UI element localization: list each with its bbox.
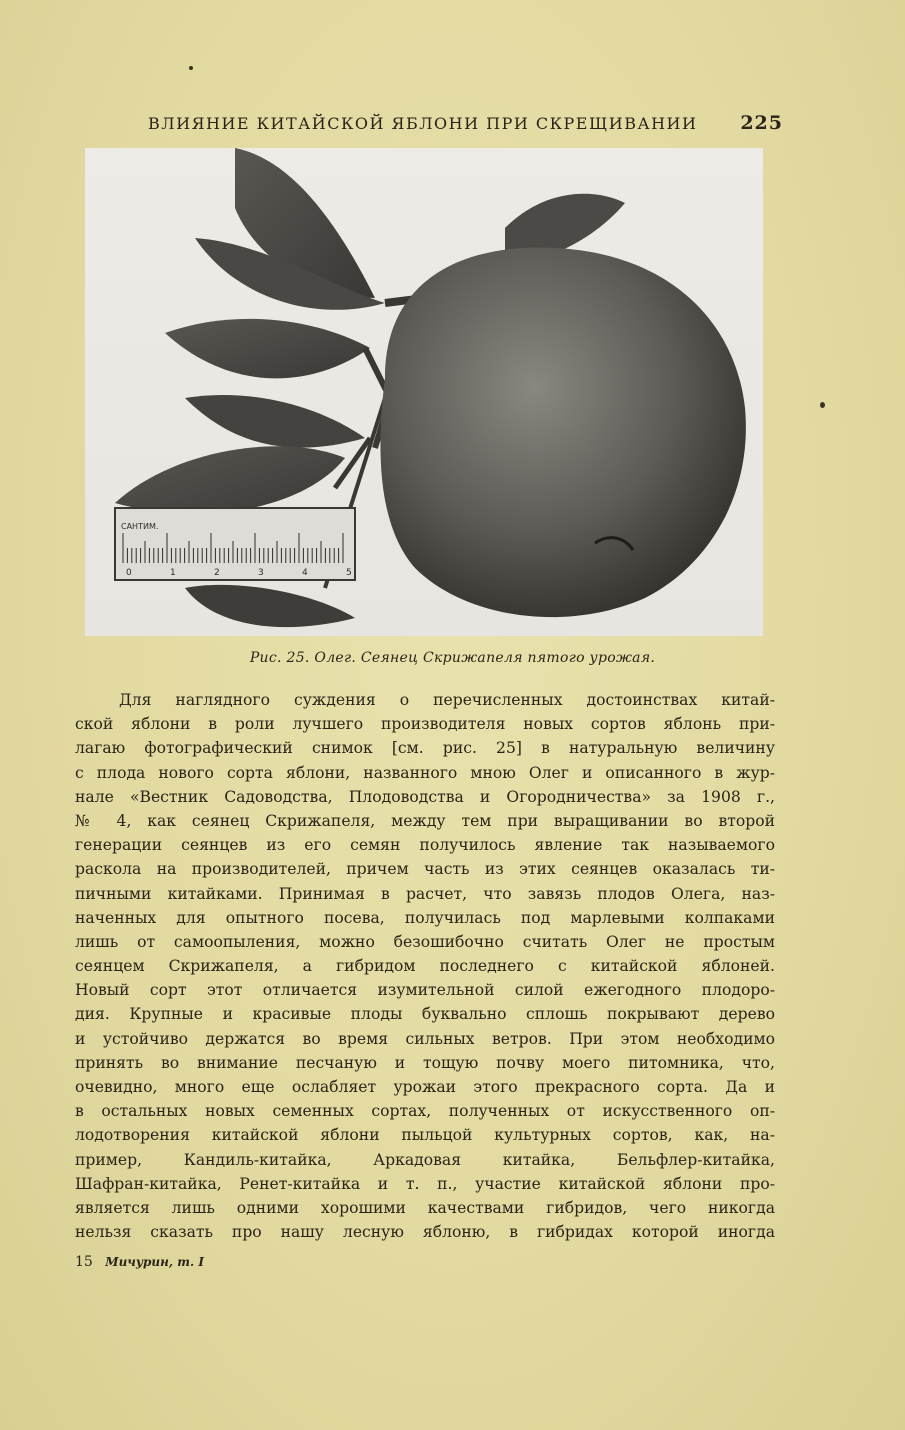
leaf <box>115 446 345 513</box>
ruler-number: 4 <box>302 568 308 578</box>
signature-name: Мичурин, т. I <box>105 1255 204 1269</box>
ink-speck <box>189 66 193 70</box>
signature-number: 15 <box>75 1254 93 1270</box>
ruler-label: САНТИМ. <box>121 522 159 531</box>
text-line: № 4, как сеянец Скрижапеля, между тем при выращивании во второй <box>75 811 775 830</box>
ruler-number: 3 <box>258 568 264 578</box>
body-text <box>75 688 775 1244</box>
text-line: лишь от самоопыления, можно безошибочно считать Олег не простым <box>75 932 775 951</box>
ruler-number: 1 <box>170 568 176 578</box>
ruler-number: 0 <box>126 568 132 578</box>
text-line: сеянцем Скрижапеля, а гибридом последнего с китайской яблоней. <box>75 957 775 976</box>
text-line: дия. Крупные и красивые плоды буквально сплошь покрывают дерево <box>75 1005 775 1024</box>
text-line: раскола на производителей, причем часть из этих сеянцев оказалась ти- <box>75 860 775 879</box>
ink-speck <box>820 402 825 408</box>
text-line: Для наглядного суждения о перечисленных достоинствах китай- <box>119 691 775 709</box>
text-line: нельзя сказать про нашу лесную яблоню, в гибридах которой иногда <box>75 1223 775 1242</box>
text-line: принять во внимание песчаную и тощую почву моего питомника, что, <box>75 1053 775 1072</box>
ruler-number: 2 <box>214 568 220 578</box>
text-line: пичными китайками. Принимая в расчет, что завязь плодов Олега, наз- <box>75 884 775 903</box>
figure-photo <box>85 148 763 636</box>
ruler-number: 5 <box>346 568 352 578</box>
text-line: и устойчиво держатся во время сильных ветров. При этом необходимо <box>75 1029 775 1048</box>
text-line: является лишь одними хорошими качествами гибридов, чего никогда <box>75 1198 775 1217</box>
text-line: Шафран-китайка, Ренет-китайка и т. п., участие китайской яблони про- <box>75 1174 775 1193</box>
text-line: лодотворения китайской яблони пыльцой культурных сортов, как, на- <box>75 1126 775 1145</box>
leaf <box>185 585 355 627</box>
figure-caption: Рис. 25. Олег. Сеянец Скрижапеля пятого урожая. <box>249 650 656 666</box>
text-line: ской яблони в роли лучшего производителя новых сортов яблонь при- <box>75 715 775 734</box>
apple-photo <box>85 148 763 636</box>
running-title: ВЛИЯНИЕ КИТАЙСКОЙ ЯБЛОНИ ПРИ СКРЕЩИВАНИИ <box>148 114 698 133</box>
centimeter-ruler <box>115 508 355 580</box>
text-line: пример, Кандиль-китайка, Аркадовая китайка, Бельфлер-китайка, <box>75 1150 775 1169</box>
text-line: лагаю фотографический снимок [см. рис. 25] в натуральную величину <box>75 739 775 758</box>
text-line: Новый сорт этот отличается изумительной силой ежегодного плодоро- <box>75 981 775 1000</box>
page-number: 225 <box>740 112 783 134</box>
text-line: генерации сеянцев из его семян получилось явление так называемого <box>75 836 775 855</box>
text-line: наченных для опытного посева, получилась под марлевыми колпаками <box>75 908 775 927</box>
running-header <box>148 112 783 134</box>
text-line: нале «Вестник Садоводства, Плодоводства и Огородничества» за 1908 г., <box>75 787 775 806</box>
apple <box>380 248 745 618</box>
leaf <box>185 395 365 448</box>
printer-signature <box>75 1254 204 1270</box>
leaf <box>165 319 370 379</box>
text-line: в остальных новых семенных сортах, полученных от искусственного оп- <box>75 1102 775 1121</box>
text-line: очевидно, много еще ослабляет урожаи этого прекрасного сорта. Да и <box>75 1078 775 1096</box>
text-line: с плода нового сорта яблони, названного мною Олег и описанного в жур- <box>75 763 775 782</box>
